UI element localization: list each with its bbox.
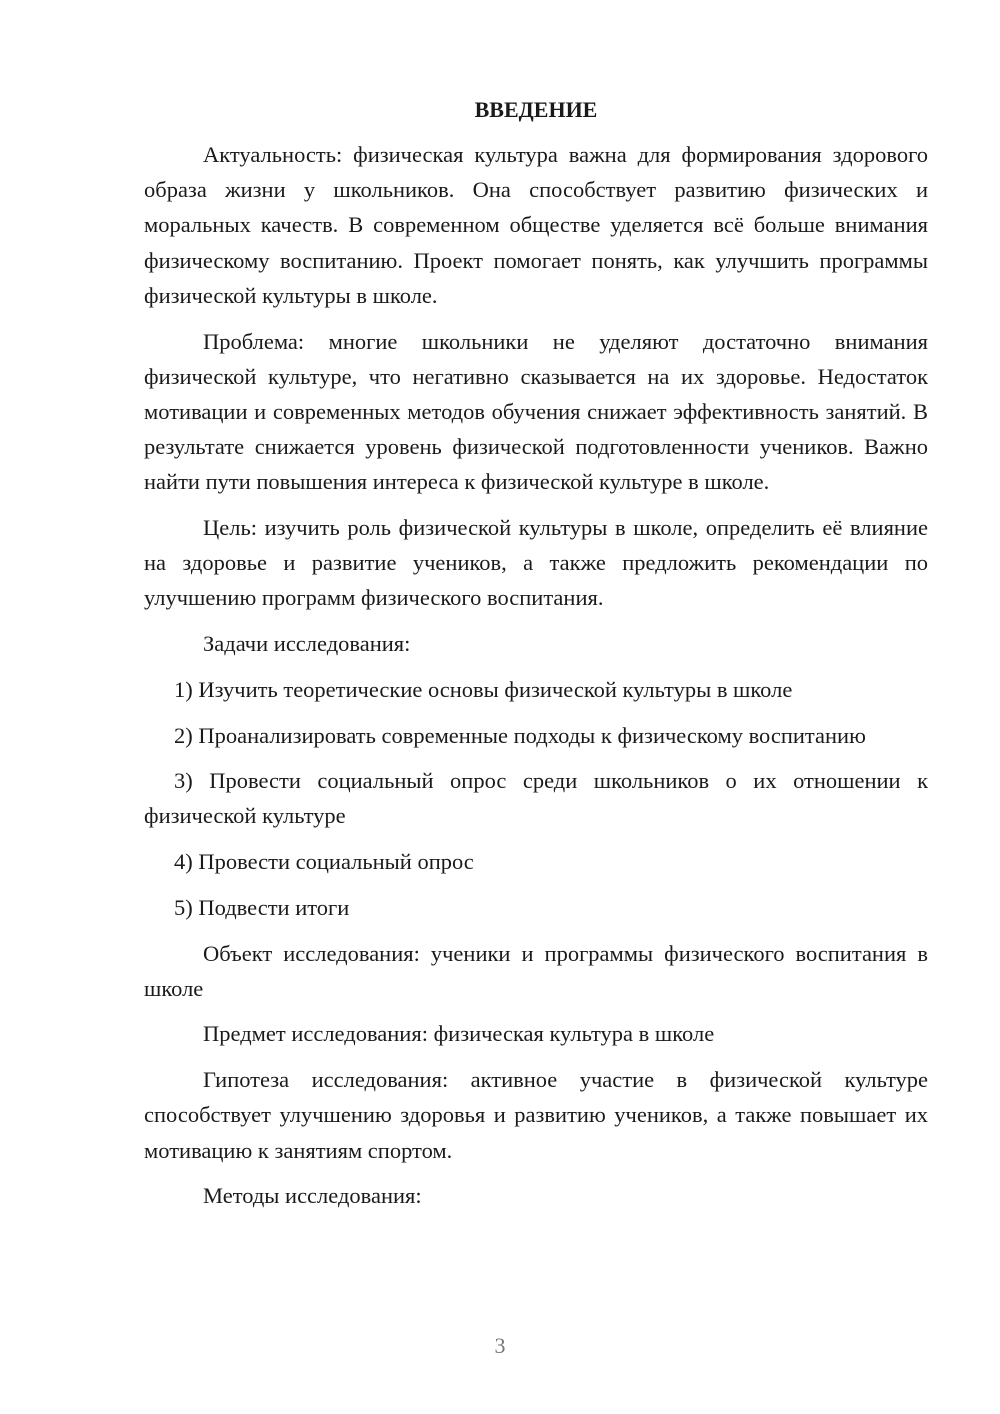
list-item: 2) Проанализировать современные подходы к физическому воспитанию [174,722,866,748]
list-item: 1) Изучить теоретические основы физической культуры в школе [174,676,793,702]
list-item: 5) Подвести итоги [174,894,350,920]
tasks-heading: Задачи исследования: [203,631,411,657]
list-item: 4) Провести социальный опрос [174,849,474,875]
page-title: ВВЕДЕНИЕ [474,97,598,122]
paragraph-goal: Цель: изучить роль физической культуры в школе, определить её влияние на здоровье и развитие учеников, а также предложить рекомендации по улучшению программ физического воспитания. [144,515,928,611]
list-item: 3) Провести социальный опрос среди школьников о их отношении к физической культуре [144,768,928,829]
paragraph-hypothesis: Гипотеза исследования: активное участие в физической культуре способствует улучшению здоровья и развитию учеников, а также повышает их мотивацию к занятиям спортом. [144,1067,928,1163]
paragraph-object: Объект исследования: ученики и программы физического воспитания в школе [144,940,928,1001]
page-content [144,92,928,1224]
methods-heading: Методы исследования: [203,1183,422,1209]
paragraph-problem: Проблема: многие школьники не уделяют достаточно внимания физической культуре, что негативно сказывается на их здоровье. Недостаток мотивации и современных методов обучения снижает эффективность занятий. В результате снижается уровень физической подготовленности учеников. Важно найти пути повышения интереса к физической культуре в школе. [144,328,928,495]
page-number: 3 [494,1333,506,1358]
tasks-list [144,672,928,925]
paragraph-relevance: Актуальность: физическая культура важна для формирования здорового образа жизни у школьников. Она способствует развитию физических и моральных качеств. В современном обществе уделяется всё больше внимания физическому воспитанию. Проект помогает понять, как улучшить программы физической культуры в школе. [144,142,928,308]
paragraph-subject: Предмет исследования: физическая культура в школе [203,1021,715,1047]
